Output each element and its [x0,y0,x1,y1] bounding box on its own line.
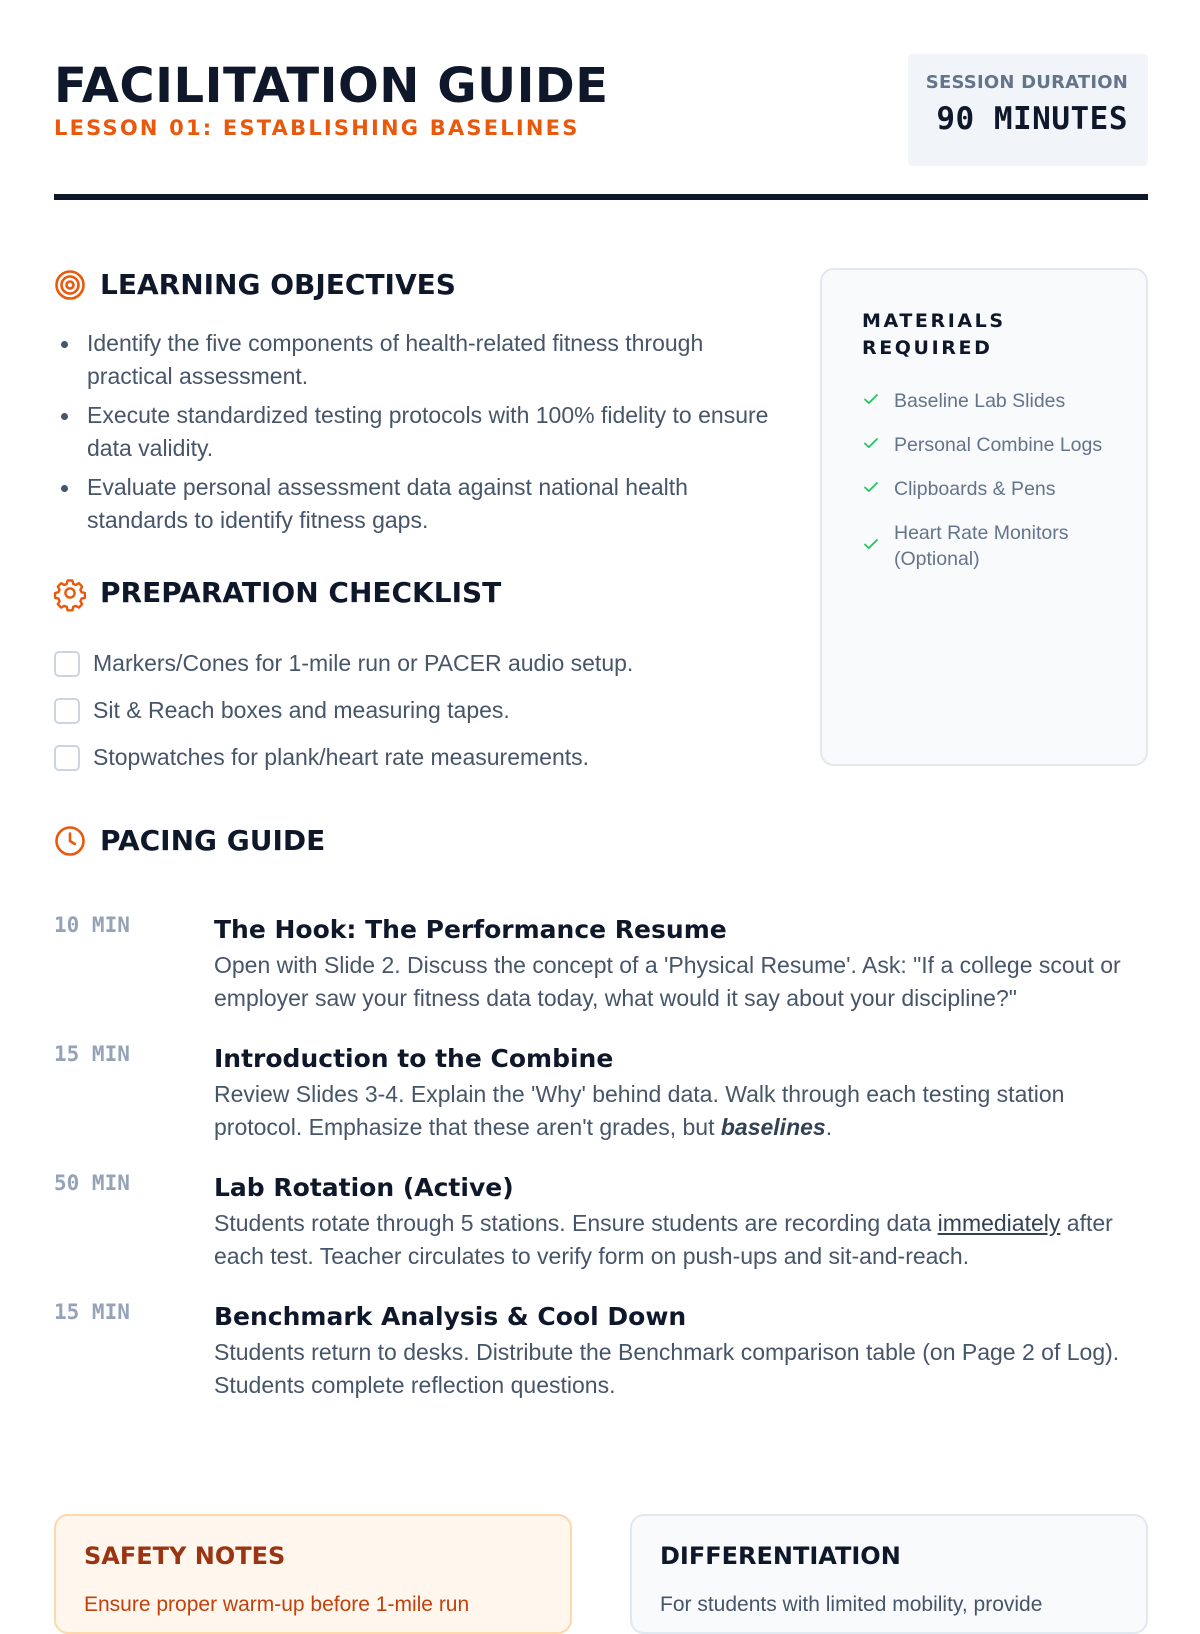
safety-notes-text: Ensure proper warm-up before 1-mile run [84,1593,470,1616]
duration-label: SESSION DURATION [925,72,1128,93]
emphasis-text: baselines [720,1114,826,1140]
material-label: Personal Combine Logs [894,434,1103,456]
pacing-row [54,1041,1148,1144]
material-label: Baseline Lab Slides [894,390,1066,412]
materials-list [862,388,1106,572]
pacing-time: 15 MIN [54,1300,130,1324]
header-divider [54,194,1148,200]
pacing-step-title: Introduction to the Combine [214,1044,614,1073]
pacing-heading [54,824,325,857]
pacing-step-description: Students return to desks. Distribute the Benchmark comparison table (on Page 2 of Log). Students complete reflection questions. [214,1339,1120,1398]
check-icon [862,537,880,556]
list-item [862,520,1106,572]
session-duration-box [908,54,1148,166]
checklist-item-label: Stopwatches for plank/heart rate measurements. [93,744,590,770]
page-header [54,52,1148,200]
checklist-title: PREPARATION CHECKLIST [100,576,502,609]
page-title: FACILITATION GUIDE [54,58,609,114]
checkbox[interactable] [54,698,80,724]
material-label: Heart Rate Monitors (Optional) [894,522,1069,570]
differentiation-text: For students with limited mobility, provide [660,1593,1043,1616]
material-label: Clipboards & Pens [894,478,1056,500]
checklist-item-label: Markers/Cones for 1-mile run or PACER audio setup. [93,650,634,676]
check-icon [862,392,880,411]
preparation-checklist [54,640,794,781]
duration-value: 90 MINUTES [936,101,1128,137]
objectives-heading [54,268,456,301]
pacing-row [54,1170,1148,1273]
check-icon [862,436,880,455]
underlined-text: immediately [937,1210,1061,1236]
list-item: Execute standardized testing protocols with 100% fidelity to ensure data validity. [54,399,774,465]
target-icon [54,269,86,301]
list-item: Identify the five components of health-related fitness through practical assessment. [54,327,774,393]
list-item [862,476,1106,502]
lesson-subtitle: LESSON 01: ESTABLISHING BASELINES [54,116,580,140]
checkbox[interactable] [54,651,80,677]
safety-notes-card [54,1514,572,1634]
pacing-step-description: Review Slides 3-4. Explain the 'Why' behind data. Walk through each testing station protocol. Emphasize that these aren't grades, but baselines. [214,1081,1065,1140]
objectives-title: LEARNING OBJECTIVES [100,268,456,301]
pacing-step-title: Benchmark Analysis & Cool Down [214,1302,687,1331]
list-item [862,432,1106,458]
gear-icon [54,577,86,609]
checkbox[interactable] [54,745,80,771]
materials-card [820,268,1148,766]
pacing-step-description: Open with Slide 2. Discuss the concept of a 'Physical Resume'. Ask: "If a college scout or employer saw your fitness data today, what would it say about your discipline?" [214,952,1121,1011]
checklist-item[interactable] [54,734,794,781]
list-item: Evaluate personal assessment data against national health standards to identify fitness gaps. [54,471,774,537]
materials-title: MATERIALS REQUIRED [862,310,1006,359]
clock-icon [54,825,86,857]
objectives-list [54,327,774,543]
safety-notes-title: SAFETY NOTES [84,1542,286,1570]
checklist-item-label: Sit & Reach boxes and measuring tapes. [93,697,510,723]
pacing-time: 10 MIN [54,913,130,937]
pacing-step-title: The Hook: The Performance Resume [214,915,727,944]
checklist-heading [54,576,501,609]
list-item [862,388,1106,414]
pacing-title: PACING GUIDE [100,824,326,857]
pacing-row [54,1299,1148,1402]
facilitation-guide-page [54,0,1148,1616]
check-icon [862,480,880,499]
pacing-time: 15 MIN [54,1042,130,1066]
pacing-time: 50 MIN [54,1171,130,1195]
pacing-step-title: Lab Rotation (Active) [214,1173,514,1202]
pacing-timeline [54,912,1148,1428]
pacing-step-description: Students rotate through 5 stations. Ensure students are recording data immediately after each test. Teacher circulates to verify form on push-ups and sit-and-reach. [214,1210,1113,1269]
differentiation-card [630,1514,1148,1634]
checklist-item[interactable] [54,640,794,687]
checklist-item[interactable] [54,687,794,734]
differentiation-title: DIFFERENTIATION [660,1542,901,1570]
pacing-row [54,912,1148,1015]
